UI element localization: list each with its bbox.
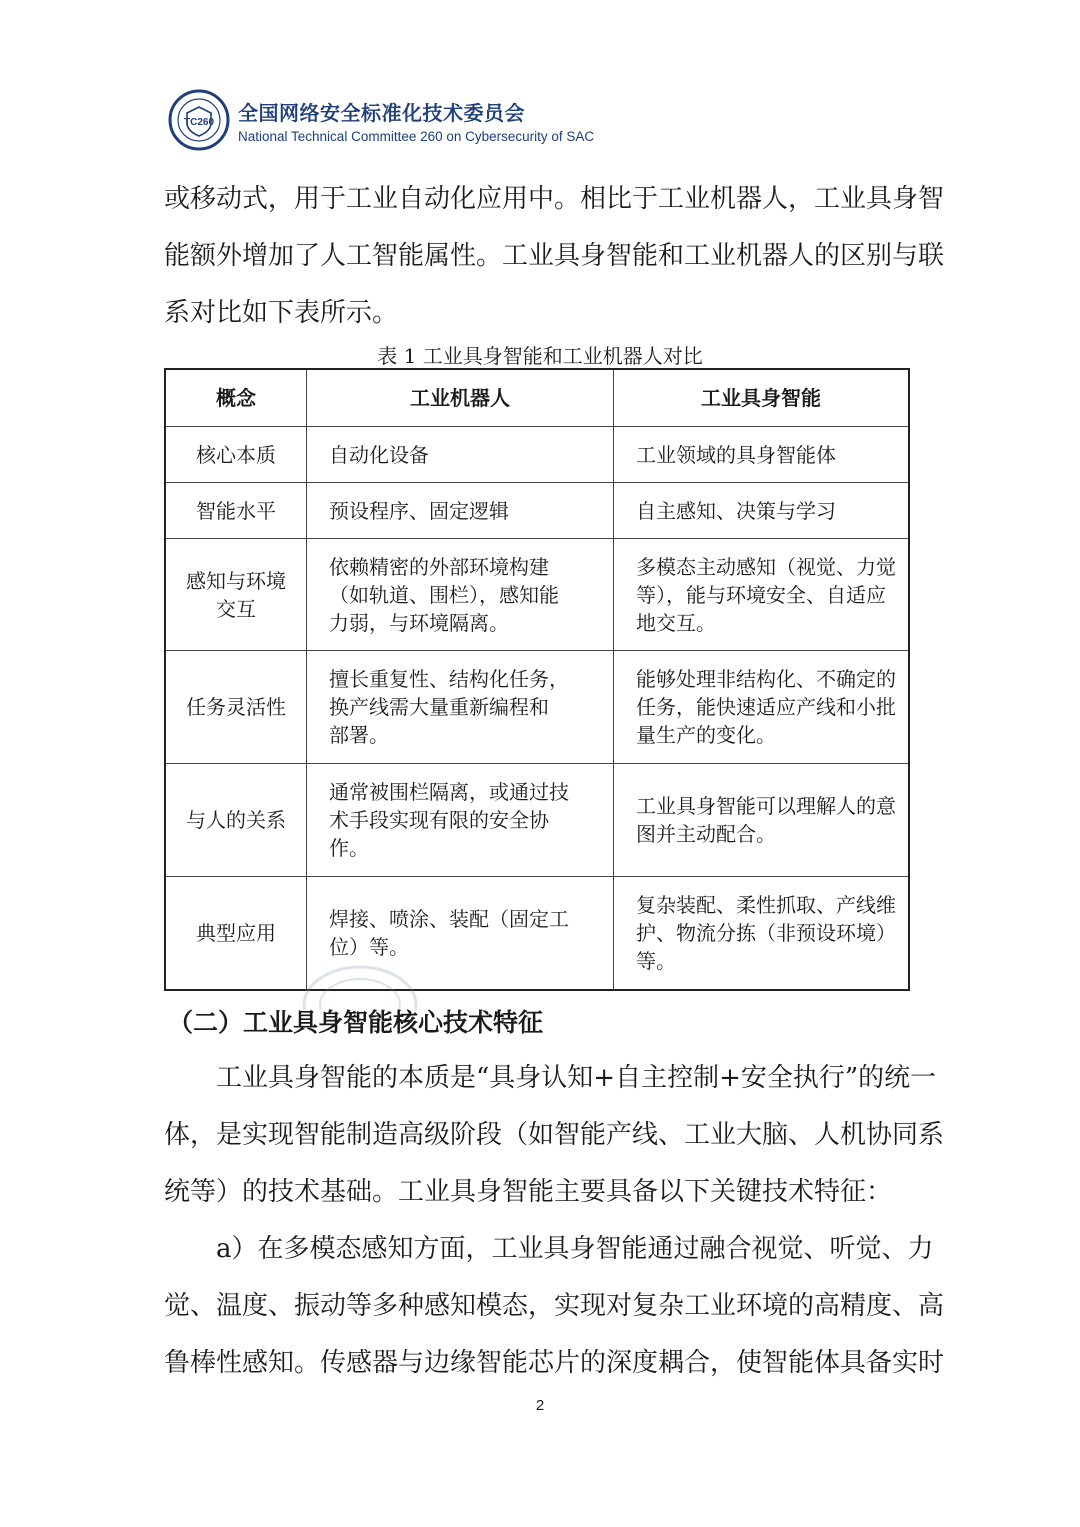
intro-line: 能额外增加了人工智能属性。工业具身智能和工业机器人的区别与联 [164, 241, 945, 271]
cell-embodied: 自主感知、决策与学习 [614, 483, 910, 539]
header-embodied-ai: 工业具身智能 [614, 369, 910, 427]
cell-robot: 依赖精密的外部环境构建 （如轨道、围栏），感知能 力弱，与环境隔离。 [307, 539, 614, 651]
page-number: 2 [535, 1397, 545, 1414]
intro-paragraph [164, 171, 945, 342]
cell-robot: 焊接、喷涂、装配（固定工 位）等。 [307, 877, 614, 990]
cell-concept: 核心本质 [165, 427, 307, 483]
table-row [165, 539, 909, 651]
seal-text: TC260 [183, 117, 215, 128]
tc260-seal-icon [168, 89, 230, 151]
cell-concept: 智能水平 [165, 483, 307, 539]
cell-embodied: 复杂装配、柔性抓取、产线维 护、物流分拣（非预设环境） 等。 [614, 877, 910, 990]
document-header [168, 88, 594, 152]
intro-line: 或移动式，用于工业自动化应用中。相比于工业机器人，工业具身智 [164, 184, 945, 214]
table-row [165, 427, 909, 483]
table-row [165, 764, 909, 877]
cell-robot: 通常被围栏隔离，或通过技 术手段实现有限的安全协 作。 [307, 764, 614, 877]
cell-embodied: 能够处理非结构化、不确定的 任务，能快速适应产线和小批 量生产的变化。 [614, 651, 910, 764]
section-title: （二）工业具身智能核心技术特征 [168, 1008, 544, 1037]
header-industrial-robot: 工业机器人 [307, 369, 614, 427]
org-name-cn: 全国网络安全标准化技术委员会 [238, 100, 525, 125]
body-line: 觉、温度、振动等多种感知模态，实现对复杂工业环境的高精度、高 [164, 1291, 945, 1321]
intro-line: 系对比如下表所示。 [164, 298, 399, 328]
cell-robot: 擅长重复性、结构化任务， 换产线需大量重新编程和 部署。 [307, 651, 614, 764]
cell-concept: 典型应用 [165, 877, 307, 990]
org-name-block [238, 97, 594, 144]
cell-embodied: 多模态主动感知（视觉、力觉 等），能与环境安全、自适应 地交互。 [614, 539, 910, 651]
cell-concept: 与人的关系 [165, 764, 307, 877]
table-row [165, 483, 909, 539]
body-line: 工业具身智能的本质是“具身认知+自主控制+安全执行”的统一 [216, 1063, 937, 1093]
body-paragraph [164, 1050, 945, 1392]
body-line: 统等）的技术基础。工业具身智能主要具备以下关键技术特征： [164, 1177, 893, 1207]
cell-robot: 预设程序、固定逻辑 [307, 483, 614, 539]
org-name-en: National Technical Committee 260 on Cybersecurity of SAC [238, 128, 595, 144]
cell-concept: 感知与环境 交互 [165, 539, 307, 651]
table-row [165, 877, 909, 990]
cell-robot: 自动化设备 [307, 427, 614, 483]
body-line: a）在多模态感知方面，工业具身智能通过融合视觉、听觉、力 [216, 1234, 934, 1264]
body-line: 体，是实现智能制造高级阶段（如智能产线、工业大脑、人机协同系 [164, 1120, 945, 1150]
body-line: 鲁棒性感知。传感器与边缘智能芯片的深度耦合，使智能体具备实时 [164, 1348, 945, 1378]
table-row [165, 651, 909, 764]
cell-embodied: 工业领域的具身智能体 [614, 427, 910, 483]
table-header-row [165, 369, 909, 427]
cell-embodied: 工业具身智能可以理解人的意 图并主动配合。 [614, 764, 910, 877]
comparison-table [164, 368, 910, 991]
header-concept: 概念 [165, 369, 307, 427]
table-caption: 表 1 工业具身智能和工业机器人对比 [377, 344, 703, 368]
cell-concept: 任务灵活性 [165, 651, 307, 764]
